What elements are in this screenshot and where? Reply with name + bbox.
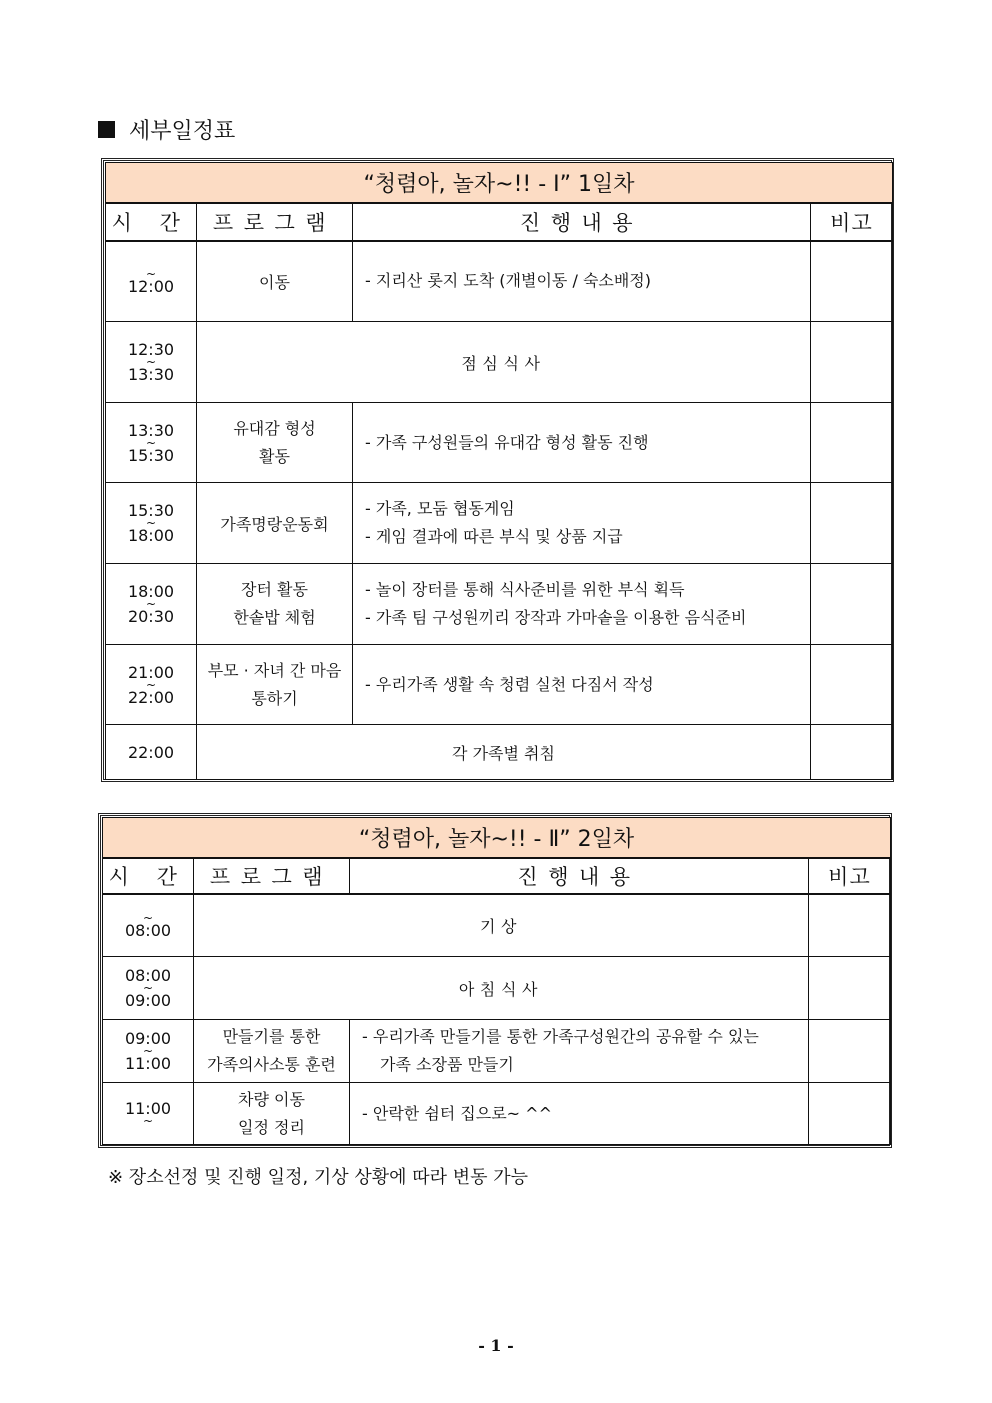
- program-cell: 부모 · 자녀 간 마음 통하기: [197, 645, 353, 725]
- page-number: - 1 -: [478, 1336, 514, 1355]
- content-cell: - 지리산 롯지 도착 (개별이동 / 숙소배정): [353, 241, 811, 322]
- time-cell: 13:30 ~ 15:30: [106, 403, 197, 483]
- merged-cell: 점심식사: [197, 322, 811, 403]
- note-cell: [809, 894, 891, 957]
- time-cell: 22:00: [106, 725, 197, 780]
- content-cell: - 가족, 모둠 협동게임 - 게임 결과에 따른 부식 및 상품 지급: [353, 483, 811, 564]
- day1-schedule-table: [101, 158, 894, 782]
- section-heading: [98, 114, 235, 145]
- day2-title: “청렴아, 놀자~!! - Ⅱ” 2일차: [103, 818, 891, 858]
- program-cell: 차량 이동 일정 정리: [194, 1083, 350, 1145]
- merged-cell: 각 가족별 취침: [197, 725, 811, 780]
- table-row: [106, 564, 893, 645]
- header-note: 비고: [811, 203, 893, 241]
- time-cell: 08:00 ~ 09:00: [103, 957, 194, 1020]
- program-cell: 장터 활동 한솥밥 체험: [197, 564, 353, 645]
- table-row: [106, 725, 893, 780]
- program-cell: 유대감 형성 활동: [197, 403, 353, 483]
- note-cell: [809, 1083, 891, 1145]
- day2-schedule-table: [98, 813, 892, 1148]
- program-cell: 가족명랑운동회: [197, 483, 353, 564]
- content-cell: - 가족 구성원들의 유대감 형성 활동 진행: [353, 403, 811, 483]
- table-row: [103, 894, 891, 957]
- square-bullet-icon: [98, 121, 115, 138]
- note-cell: [811, 483, 893, 564]
- program-cell: 만들기를 통한 가족의사소통 훈련: [194, 1020, 350, 1083]
- merged-cell: 아침식사: [194, 957, 809, 1020]
- note-cell: [811, 725, 893, 780]
- merged-cell: 기상: [194, 894, 809, 957]
- header-time: 시 간: [106, 203, 197, 241]
- time-cell: ~ 12:00: [106, 241, 197, 322]
- table-row: [106, 483, 893, 564]
- table-row: [103, 1083, 891, 1145]
- note-cell: [809, 957, 891, 1020]
- note-cell: [811, 241, 893, 322]
- table-row: [106, 241, 893, 322]
- program-cell: 이동: [197, 241, 353, 322]
- time-cell: 09:00 ~ 11:00: [103, 1020, 194, 1083]
- header-content: 진행내용: [350, 858, 809, 894]
- table-row: [103, 1020, 891, 1083]
- content-cell: - 안락한 쉼터 집으로~ ^^: [350, 1083, 809, 1145]
- time-cell: 15:30 ~ 18:00: [106, 483, 197, 564]
- note-cell: [811, 645, 893, 725]
- note-cell: [811, 322, 893, 403]
- time-cell: 21:00 ~ 22:00: [106, 645, 197, 725]
- note-cell: [811, 403, 893, 483]
- time-cell: 12:30 ~ 13:30: [106, 322, 197, 403]
- header-time: 시 간: [103, 858, 194, 894]
- note-cell: [809, 1020, 891, 1083]
- header-note: 비고: [809, 858, 891, 894]
- table-row: [103, 957, 891, 1020]
- content-cell: - 놀이 장터를 통해 식사준비를 위한 부식 획득 - 가족 팀 구성원끼리 장작과 가마솥을 이용한 음식준비: [353, 564, 811, 645]
- time-cell: 18:00 ~ 20:30: [106, 564, 197, 645]
- section-heading-text: 세부일정표: [129, 119, 236, 144]
- table-row: [106, 403, 893, 483]
- content-cell: - 우리가족 생활 속 청렴 실천 다짐서 작성: [353, 645, 811, 725]
- time-cell: 11:00 ~: [103, 1083, 194, 1145]
- table-row: [106, 645, 893, 725]
- content-cell: - 우리가족 만들기를 통한 가족구성원간의 공유할 수 있는 가족 소장품 만들기: [350, 1020, 809, 1083]
- header-program: 프로그램: [194, 858, 350, 894]
- day1-title: “청렴아, 놀자~!! - Ⅰ” 1일차: [106, 163, 893, 203]
- note-cell: [811, 564, 893, 645]
- time-cell: ~ 08:00: [103, 894, 194, 957]
- header-program: 프로그램: [197, 203, 353, 241]
- header-content: 진행내용: [353, 203, 811, 241]
- footnote: ※ 장소선정 및 진행 일정, 기상 상황에 따라 변동 가능: [108, 1167, 529, 1188]
- table-row: [106, 322, 893, 403]
